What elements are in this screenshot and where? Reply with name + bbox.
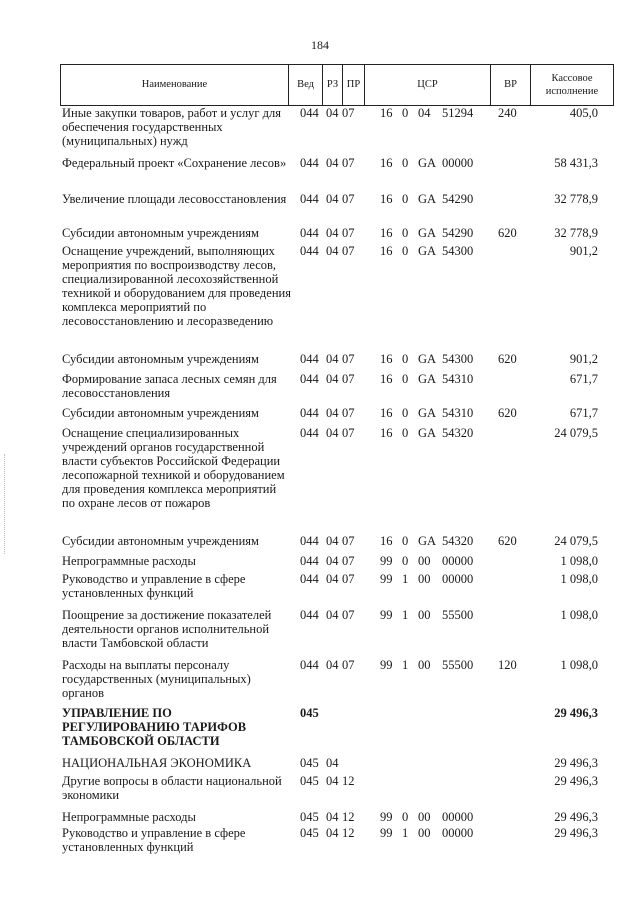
row-csr-type: 0 [402,406,409,420]
row-csr-direction: 54310 [442,406,474,420]
header-rz: РЗ [323,65,343,105]
row-vr: 620 [498,226,517,240]
row-csr-direction: 54290 [442,226,474,240]
row-vr: 240 [498,106,517,120]
row-amount: 29 496,3 [554,826,598,840]
row-csr-type: 0 [402,106,409,120]
row-ved: 044 [300,372,319,386]
row-csr-type: 1 [402,572,409,586]
row-csr-event: 00 [418,572,431,586]
row-pr: 07 [342,106,355,120]
row-name: Федеральный проект «Сохранение лесов» [62,156,287,170]
row-pr: 07 [342,352,355,366]
row-name: Субсидии автономным учреждениям [62,406,259,420]
row-amount: 32 778,9 [554,192,598,206]
row-csr-type: 0 [402,192,409,206]
row-name: Субсидии автономным учреждениям [62,226,259,240]
row-rz: 04 [326,658,339,672]
row-vr: 620 [498,534,517,548]
row-amount: 901,2 [569,244,598,258]
header-ved: Вед [289,65,323,105]
row-pr: 07 [342,658,355,672]
row-csr-type: 0 [402,534,409,548]
row-vr: 620 [498,352,517,366]
row-csr-direction: 54300 [442,244,474,258]
row-ved: 044 [300,352,319,366]
row-name: Иные закупки товаров, работ и услуг для обеспечения государственных (муниципальных) нужд [62,106,282,148]
row-ved: 044 [300,534,319,548]
row-csr-direction: 00000 [442,826,474,840]
row-pr: 12 [342,774,355,788]
row-rz: 04 [326,406,339,420]
row-rz: 04 [326,826,339,840]
row-amount: 1 098,0 [560,658,598,672]
row-csr-type: 1 [402,826,409,840]
row-csr-program: 99 [380,608,393,622]
row-csr-direction: 55500 [442,608,474,622]
row-ved: 045 [300,810,319,824]
row-ved: 044 [300,244,319,258]
row-name: НАЦИОНАЛЬНАЯ ЭКОНОМИКА [62,756,252,770]
row-name: Субсидии автономным учреждениям [62,534,259,548]
row-csr-event: 04 [418,106,431,120]
row-amount: 1 098,0 [560,608,598,622]
row-csr-direction: 55500 [442,658,474,672]
row-csr-type: 0 [402,156,409,170]
row-csr-event: 00 [418,554,431,568]
row-ved: 044 [300,226,319,240]
row-csr-program: 16 [380,534,393,548]
row-amount: 405,0 [569,106,598,120]
row-pr: 12 [342,826,355,840]
row-ved: 044 [300,426,319,440]
row-pr: 07 [342,372,355,386]
row-ved: 044 [300,156,319,170]
row-rz: 04 [326,608,339,622]
row-csr-direction: 54320 [442,426,474,440]
row-ved: 044 [300,554,319,568]
row-amount: 24 079,5 [554,426,598,440]
row-rz: 04 [326,774,339,788]
row-csr-direction: 54320 [442,534,474,548]
row-csr-program: 16 [380,226,393,240]
row-csr-program: 16 [380,106,393,120]
row-csr-direction: 54290 [442,192,474,206]
row-rz: 04 [326,244,339,258]
row-csr-event: 00 [418,658,431,672]
row-ved: 044 [300,608,319,622]
row-name: Формирование запаса лесных семян для лесовосстановления [62,372,277,400]
row-csr-event: 00 [418,826,431,840]
row-csr-event: GA [418,426,437,440]
row-ved: 045 [300,706,319,720]
row-rz: 04 [326,352,339,366]
row-ved: 044 [300,192,319,206]
row-csr-event: GA [418,244,437,258]
row-csr-program: 99 [380,554,393,568]
row-csr-direction: 54310 [442,372,474,386]
row-csr-program: 16 [380,192,393,206]
row-name: Руководство и управление в сфере установленных функций [62,826,246,854]
row-csr-direction: 51294 [442,106,474,120]
row-amount: 29 496,3 [554,706,598,720]
row-csr-direction: 00000 [442,572,474,586]
row-csr-type: 0 [402,426,409,440]
row-amount: 29 496,3 [554,756,598,770]
row-name: Другие вопросы в области национальной экономики [62,774,282,802]
row-amount: 1 098,0 [560,572,598,586]
row-csr-program: 16 [380,372,393,386]
row-csr-direction: 00000 [442,554,474,568]
row-rz: 04 [326,156,339,170]
row-csr-program: 99 [380,810,393,824]
row-rz: 04 [326,534,339,548]
row-rz: 04 [326,572,339,586]
row-csr-type: 0 [402,352,409,366]
row-csr-event: GA [418,406,437,420]
row-amount: 32 778,9 [554,226,598,240]
row-name: Оснащение учреждений, выполняющих мероприятия по воспроизводству лесов, специализированной лесохозяйственной техникой и оборудованием для проведения комплекса мероприятий по лесовосстановлению и лесоразведению [62,244,291,328]
row-csr-type: 0 [402,244,409,258]
row-rz: 04 [326,226,339,240]
row-csr-program: 99 [380,826,393,840]
row-amount: 1 098,0 [560,554,598,568]
row-vr: 120 [498,658,517,672]
row-pr: 07 [342,572,355,586]
row-rz: 04 [326,426,339,440]
row-name: Непрограммные расходы [62,810,196,824]
row-ved: 044 [300,106,319,120]
row-csr-type: 1 [402,608,409,622]
row-pr: 07 [342,156,355,170]
header-name: Наименование [61,65,289,105]
row-pr: 12 [342,810,355,824]
row-csr-direction: 00000 [442,156,474,170]
scan-edge-mark [4,454,8,554]
row-rz: 04 [326,810,339,824]
row-csr-event: GA [418,156,437,170]
row-pr: 07 [342,406,355,420]
row-csr-program: 16 [380,406,393,420]
row-pr: 07 [342,426,355,440]
row-csr-program: 99 [380,658,393,672]
row-ved: 045 [300,826,319,840]
row-name: Увеличение площади лесовосстановления [62,192,287,206]
row-name: Непрограммные расходы [62,554,196,568]
row-rz: 04 [326,106,339,120]
row-vr: 620 [498,406,517,420]
row-csr-event: GA [418,352,437,366]
row-csr-program: 16 [380,244,393,258]
page-number: 184 [311,38,329,52]
row-ved: 045 [300,774,319,788]
row-rz: 04 [326,192,339,206]
header-pr: ПР [343,65,365,105]
row-name: Руководство и управление в сфере установленных функций [62,572,246,600]
row-ved: 044 [300,406,319,420]
row-ved: 044 [300,572,319,586]
row-amount: 24 079,5 [554,534,598,548]
row-csr-type: 1 [402,658,409,672]
row-amount: 671,7 [569,372,598,386]
row-csr-program: 16 [380,426,393,440]
row-ved: 044 [300,658,319,672]
row-pr: 07 [342,244,355,258]
row-pr: 07 [342,608,355,622]
row-csr-program: 16 [380,352,393,366]
row-csr-direction: 00000 [442,810,474,824]
row-name: УПРАВЛЕНИЕ ПО РЕГУЛИРОВАНИЮ ТАРИФОВ ТАМБОВСКОЙ ОБЛАСТИ [62,706,247,748]
row-csr-type: 0 [402,810,409,824]
row-pr: 07 [342,192,355,206]
header-csr: ЦСР [365,65,491,105]
row-csr-event: GA [418,372,437,386]
row-name: Расходы на выплаты персоналу государственных (муниципальных) органов [62,658,251,700]
row-name: Оснащение специализированных учреждений органов государственной власти субъектов Российской Федерации лесопожарной техникой и оборудованием для проведения комплекса мероприятий по охране лесов от пожаров [62,426,285,510]
row-amount: 58 431,3 [554,156,598,170]
row-amount: 29 496,3 [554,774,598,788]
row-csr-event: GA [418,534,437,548]
row-rz: 04 [326,554,339,568]
table-header [60,64,614,106]
row-csr-type: 0 [402,372,409,386]
row-amount: 901,2 [569,352,598,366]
row-pr: 07 [342,534,355,548]
row-pr: 07 [342,554,355,568]
header-vr: ВР [491,65,531,105]
row-csr-program: 99 [380,572,393,586]
row-ved: 045 [300,756,319,770]
row-name: Субсидии автономным учреждениям [62,352,259,366]
row-amount: 671,7 [569,406,598,420]
row-name: Поощрение за достижение показателей деятельности органов исполнительной власти Тамбовской области [62,608,272,650]
row-amount: 29 496,3 [554,810,598,824]
row-csr-event: GA [418,226,437,240]
row-pr: 07 [342,226,355,240]
header-amount: Кассовое исполнение [545,72,599,97]
row-csr-type: 0 [402,226,409,240]
row-csr-type: 0 [402,554,409,568]
row-csr-event: 00 [418,810,431,824]
row-csr-direction: 54300 [442,352,474,366]
row-rz: 04 [326,372,339,386]
row-csr-program: 16 [380,156,393,170]
row-rz: 04 [326,756,339,770]
row-csr-event: GA [418,192,437,206]
row-csr-event: 00 [418,608,431,622]
